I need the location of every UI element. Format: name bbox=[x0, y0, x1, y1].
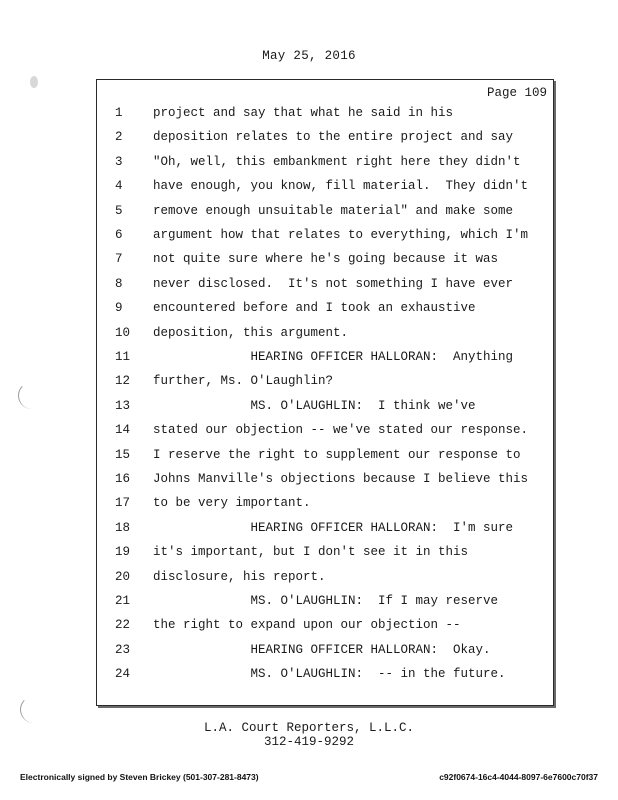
line-number: 24 bbox=[115, 667, 131, 682]
reporter-company: L.A. Court Reporters, L.L.C. bbox=[203, 721, 415, 735]
line-text: remove enough unsuitable material" and make some bbox=[153, 203, 514, 218]
line-number: 19 bbox=[115, 545, 131, 560]
line-number: 8 bbox=[115, 276, 123, 291]
transcript-line bbox=[97, 421, 553, 439]
line-text: encountered before and I took an exhaustive bbox=[153, 301, 476, 316]
line-number: 9 bbox=[115, 301, 123, 316]
transcript-line bbox=[97, 202, 553, 220]
line-number: 10 bbox=[115, 325, 131, 340]
line-text: HEARING OFFICER HALLORAN: Anything bbox=[153, 350, 514, 364]
transcript-line bbox=[97, 177, 553, 195]
transcript-line bbox=[97, 665, 553, 683]
transcript-line bbox=[97, 568, 553, 586]
line-number: 11 bbox=[115, 350, 131, 364]
scan-speck bbox=[30, 76, 38, 88]
transcript-line bbox=[97, 494, 553, 512]
hole-punch-mark bbox=[18, 382, 45, 409]
line-number: 4 bbox=[115, 179, 123, 194]
line-number: 5 bbox=[115, 203, 123, 218]
line-number: 6 bbox=[115, 228, 123, 242]
line-number: 12 bbox=[115, 374, 131, 389]
line-number: 17 bbox=[115, 496, 131, 511]
transcript-line bbox=[97, 226, 553, 244]
line-text: further, Ms. O'Laughlin? bbox=[153, 374, 334, 389]
line-text: "Oh, well, this embankment right here they didn't bbox=[153, 154, 521, 169]
transcript-line bbox=[97, 104, 553, 122]
transcript-line bbox=[97, 397, 553, 415]
line-number: 20 bbox=[115, 569, 131, 584]
transcript-date: May 25, 2016 bbox=[262, 49, 356, 63]
transcript-line bbox=[97, 128, 553, 146]
line-text: MS. O'LAUGHLIN: I think we've bbox=[153, 398, 476, 413]
transcript-line bbox=[97, 299, 553, 317]
reporter-phone: 312-419-9292 bbox=[263, 735, 354, 749]
page-number: Page 109 bbox=[486, 86, 547, 100]
transcript-line bbox=[97, 519, 553, 537]
line-text: to be very important. bbox=[153, 496, 311, 511]
transcript-line bbox=[97, 324, 553, 342]
line-number: 15 bbox=[115, 447, 131, 462]
transcript-line bbox=[97, 153, 553, 171]
transcript-line bbox=[97, 641, 553, 659]
line-text: stated our objection -- we've stated our response. bbox=[153, 423, 529, 438]
line-number: 1 bbox=[115, 106, 123, 120]
line-text: MS. O'LAUGHLIN: If I may reserve bbox=[153, 594, 499, 608]
e-signature-note: Electronically signed by Steven Brickey (501-307-281-8473) bbox=[20, 772, 259, 782]
transcript-page bbox=[96, 79, 554, 706]
line-number: 2 bbox=[115, 130, 123, 145]
line-number: 14 bbox=[115, 423, 131, 438]
line-text: HEARING OFFICER HALLORAN: Okay. bbox=[153, 642, 491, 657]
line-number: 7 bbox=[115, 252, 123, 267]
transcript-line bbox=[97, 250, 553, 268]
line-number: 23 bbox=[115, 642, 131, 657]
line-number: 16 bbox=[115, 472, 131, 486]
line-text: deposition, this argument. bbox=[153, 325, 349, 340]
line-number: 13 bbox=[115, 398, 131, 413]
transcript-line bbox=[97, 275, 553, 293]
hole-punch-mark bbox=[20, 696, 47, 723]
line-text: project and say that what he said in his bbox=[153, 106, 454, 120]
line-text: HEARING OFFICER HALLORAN: I'm sure bbox=[153, 520, 514, 535]
line-text: never disclosed. It's not something I have ever bbox=[153, 276, 514, 291]
transcript-line bbox=[97, 446, 553, 464]
line-number: 3 bbox=[115, 154, 123, 169]
transcript-line bbox=[97, 348, 553, 366]
line-text: argument how that relates to everything, which I'm bbox=[153, 228, 529, 242]
transcript-line bbox=[97, 616, 553, 634]
line-number: 22 bbox=[115, 618, 131, 633]
line-text: not quite sure where he's going because it was bbox=[153, 252, 499, 267]
line-text: the right to expand upon our objection -- bbox=[153, 618, 461, 633]
line-text: MS. O'LAUGHLIN: -- in the future. bbox=[153, 667, 506, 682]
line-number: 18 bbox=[115, 520, 131, 535]
line-text: it's important, but I don't see it in this bbox=[153, 545, 469, 560]
line-text: deposition relates to the entire project and say bbox=[153, 130, 514, 145]
transcript-line bbox=[97, 372, 553, 390]
line-text: have enough, you know, fill material. They didn't bbox=[153, 179, 529, 194]
transcript-line bbox=[97, 543, 553, 561]
transcript-line bbox=[97, 592, 553, 610]
line-number: 21 bbox=[115, 594, 131, 608]
line-text: disclosure, his report. bbox=[153, 569, 326, 584]
document-hash: c92f0674-16c4-4044-8097-6e7600c70f37 bbox=[439, 772, 598, 782]
line-text: I reserve the right to supplement our response to bbox=[153, 447, 521, 462]
transcript-line bbox=[97, 470, 553, 488]
line-text: Johns Manville's objections because I believe this bbox=[153, 472, 529, 486]
